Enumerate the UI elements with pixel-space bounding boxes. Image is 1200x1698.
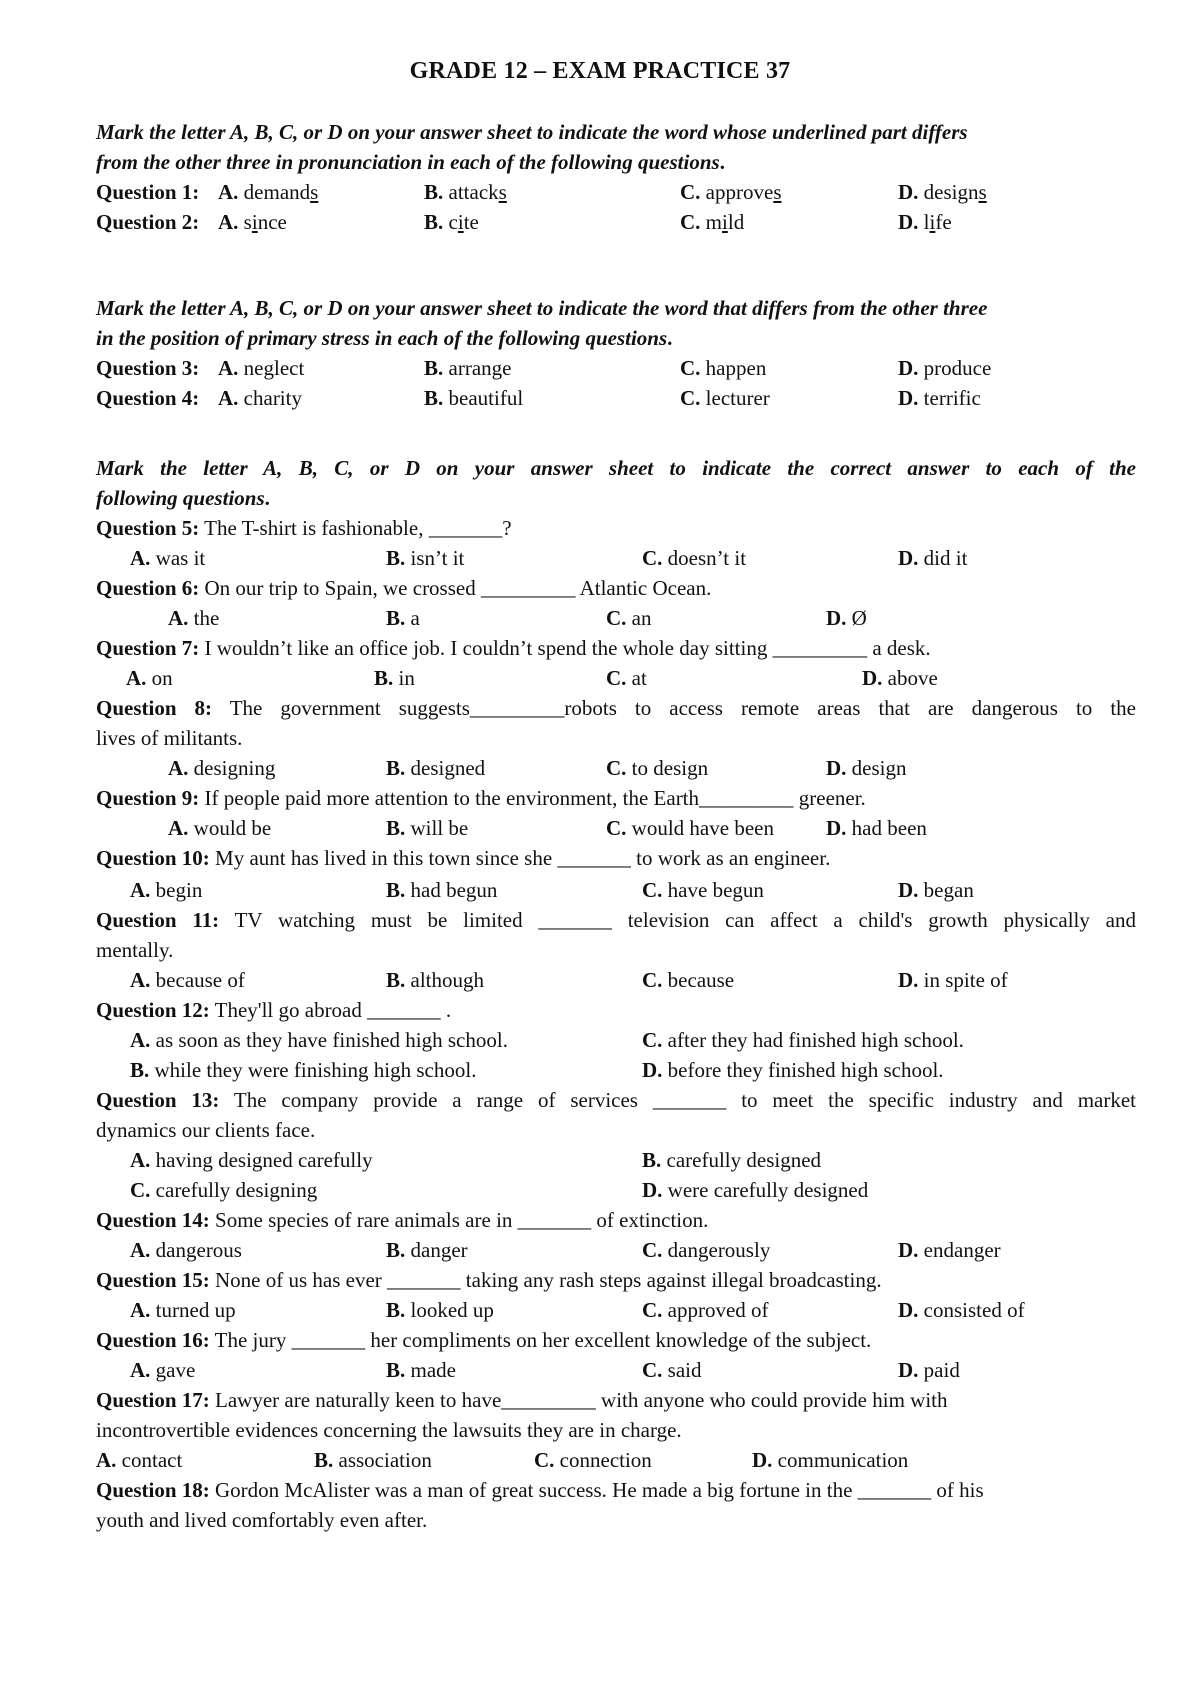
question-label: Question 7:: [96, 636, 200, 660]
question-13-cont: dynamics our clients face.: [96, 1118, 316, 1142]
q12-option-c: C. after they had finished high school.: [642, 1028, 964, 1052]
section2-instruction: [96, 292, 1136, 324]
q14-option-c: C. dangerously: [642, 1238, 771, 1262]
question-18: [96, 1474, 1136, 1506]
q1-option-a: A. demands: [218, 180, 319, 204]
question-label: Question 8:: [96, 696, 213, 720]
q7-option-d: D. above: [862, 666, 938, 690]
question-18-cont: youth and lived comfortably even after.: [96, 1508, 428, 1532]
question-stem: Some species of rare animals are in _______ of extinction.: [215, 1208, 709, 1232]
q3-option-a: A. neglect: [218, 356, 305, 380]
section1-instruction-line1: Mark the letter A, B, C, or D on your answer sheet to indicate the word whose underlined part differs: [96, 120, 968, 144]
question-13: [96, 1084, 1136, 1116]
q10-option-c: C. have begun: [642, 878, 764, 902]
q4-option-d: D. terrific: [898, 386, 981, 410]
page-title: GRADE 12 – EXAM PRACTICE 37: [409, 58, 791, 84]
question-label: Question 4:: [96, 386, 200, 410]
q17-option-b: B. association: [314, 1448, 432, 1472]
q14-option-a: A. dangerous: [130, 1238, 242, 1262]
question-9: [96, 782, 1136, 814]
q5-option-a: A. was it: [130, 546, 206, 570]
q2-option-a: A. since: [218, 210, 287, 234]
q13-option-a: A. having designed carefully: [130, 1148, 373, 1172]
q13-option-b: B. carefully designed: [642, 1148, 822, 1172]
q7-option-b: B. in: [374, 666, 415, 690]
question-label: Question 17:: [96, 1388, 210, 1412]
q11-option-b: B. although: [386, 968, 485, 992]
question-8: Question 8: The government suggests_________robots to access remote areas that are dangerous to the: [96, 696, 1136, 720]
q12-option-a: A. as soon as they have finished high school.: [130, 1028, 508, 1052]
q1-option-b: B. attacks: [424, 180, 507, 204]
q10-option-a: A. begin: [130, 878, 203, 902]
section1-instruction-line2: from the other three in pronunciation in each of the following questions: [96, 150, 720, 174]
question-6: [96, 572, 1136, 604]
q9-option-a: A. would be: [168, 816, 272, 840]
section3-instruction-cont: following questions.: [96, 486, 270, 510]
q17-option-c: C. connection: [534, 1448, 652, 1472]
q4-option-b: B. beautiful: [424, 386, 524, 410]
section3-instruction-line1: Mark the letter A, B, C, or D on your answer sheet to indicate the correct answer to each of the: [96, 456, 1136, 480]
question-stem: Gordon McAlister was a man of great success. He made a big fortune in the _______ of his: [215, 1478, 984, 1502]
q4-option-c: C. lecturer: [680, 386, 770, 410]
q3-option-c: C. happen: [680, 356, 767, 380]
question-stem: My aunt has lived in this town since she _______ to work as an engineer.: [215, 846, 831, 870]
q2-option-b: B. cite: [424, 210, 479, 234]
question-label: Question 1:: [96, 180, 200, 204]
q8-option-a: A. designing: [168, 756, 276, 780]
q6-option-a: A. the: [168, 606, 220, 630]
q14-option-d: D. endanger: [898, 1238, 1001, 1262]
question-label: Question 5:: [96, 516, 200, 540]
q2-option-c: C. mild: [680, 210, 745, 234]
section2-instruction-line1: Mark the letter A, B, C, or D on your answer sheet to indicate the word that differs from the other three: [96, 296, 988, 320]
section3-instruction: [96, 452, 1136, 484]
q10-option-d: D. began: [898, 878, 974, 902]
question-17: [96, 1384, 1136, 1416]
question-label: Question 6:: [96, 576, 200, 600]
question-stem: The company provide a range of services _______ to meet the specific industry and market: [233, 1088, 1136, 1112]
question-stem: The T-shirt is fashionable, _______?: [204, 516, 512, 540]
question-17-cont: incontrovertible evidences concerning the lawsuits they are in charge.: [96, 1418, 682, 1442]
q4-option-a: A. charity: [218, 386, 302, 410]
q6-option-c: C. an: [606, 606, 652, 630]
question-stem: If people paid more attention to the environment, the Earth_________ greener.: [204, 786, 866, 810]
question-label: Question 9:: [96, 786, 200, 810]
q15-option-c: C. approved of: [642, 1298, 769, 1322]
q3-option-d: D. produce: [898, 356, 992, 380]
q1-option-d: D. designs: [898, 180, 987, 204]
question-stem: Lawyer are naturally keen to have_________ with anyone who could provide him with: [215, 1388, 948, 1412]
q15-option-a: A. turned up: [130, 1298, 236, 1322]
question-11: [96, 904, 1136, 936]
question-15: [96, 1264, 1136, 1296]
question-stem: They'll go abroad _______ .: [214, 998, 452, 1022]
q6-option-b: B. a: [386, 606, 420, 630]
q14-option-b: B. danger: [386, 1238, 468, 1262]
q12-option-d: D. before they finished high school.: [642, 1058, 944, 1082]
question-label: Question 2:: [96, 210, 200, 234]
q8-option-c: C. to design: [606, 756, 709, 780]
question-7: [96, 632, 1136, 664]
question-label: Question 12:: [96, 998, 210, 1022]
q16-option-d: D. paid: [898, 1358, 960, 1382]
question-label: Question 11:: [96, 908, 220, 932]
q13-option-d: D. were carefully designed: [642, 1178, 869, 1202]
question-5: [96, 512, 1136, 544]
q12-option-b: B. while they were finishing high school.: [130, 1058, 477, 1082]
q9-option-b: B. will be: [386, 816, 469, 840]
section2-instruction-line2: in the position of primary stress in each of the following questions: [96, 326, 668, 350]
q11-option-a: A. because of: [130, 968, 245, 992]
q9-option-c: C. would have been: [606, 816, 774, 840]
q8-option-d: D. design: [826, 756, 907, 780]
question-label: Question 13:: [96, 1088, 220, 1112]
q17-option-d: D. communication: [752, 1448, 909, 1472]
question-11-cont: mentally.: [96, 938, 174, 962]
question-label: Question 3:: [96, 356, 200, 380]
q2-option-d: D. life: [898, 210, 952, 234]
question-12: [96, 994, 1136, 1026]
q15-option-b: B. looked up: [386, 1298, 494, 1322]
q17-option-a: A. contact: [96, 1448, 183, 1472]
question-stem: On our trip to Spain, we crossed _________ Atlantic Ocean.: [204, 576, 712, 600]
question-stem: The government suggests: [229, 696, 470, 720]
q16-option-a: A. gave: [130, 1358, 196, 1382]
q11-option-d: D. in spite of: [898, 968, 1008, 992]
question-stem: TV watching must be limited _______ television can affect a child's growth physically and: [234, 908, 1136, 932]
question-label: Question 14:: [96, 1208, 210, 1232]
question-stem: I wouldn’t like an office job. I couldn’t spend the whole day sitting _________ a desk.: [204, 636, 931, 660]
question-label: Question 10:: [96, 846, 210, 870]
question-14: [96, 1204, 1136, 1236]
q5-option-b: B. isn’t it: [386, 546, 465, 570]
question-label: Question 15:: [96, 1268, 210, 1292]
q15-option-d: D. consisted of: [898, 1298, 1025, 1322]
question-10: [96, 842, 1136, 874]
section1-instruction-cont: from the other three in pronunciation in each of the following questions.: [96, 150, 725, 174]
q3-option-b: B. arrange: [424, 356, 512, 380]
q10-option-b: B. had begun: [386, 878, 498, 902]
q8-option-b: B. designed: [386, 756, 486, 780]
section2-instruction-cont: in the position of primary stress in each of the following questions.: [96, 326, 673, 350]
q7-option-c: C. at: [606, 666, 647, 690]
question-stem: The jury _______ her compliments on her excellent knowledge of the subject.: [214, 1328, 872, 1352]
question-label: Question 16:: [96, 1328, 210, 1352]
q5-option-c: C. doesn’t it: [642, 546, 747, 570]
q16-option-c: C. said: [642, 1358, 702, 1382]
question-8-cont: lives of militants.: [96, 726, 243, 750]
question-16: [96, 1324, 1136, 1356]
q16-option-b: B. made: [386, 1358, 456, 1382]
q11-option-c: C. because: [642, 968, 735, 992]
q9-option-d: D. had been: [826, 816, 927, 840]
section3-instruction-line2: following questions: [96, 486, 265, 510]
q6-option-d: D. Ø: [826, 606, 867, 630]
question-stem: None of us has ever _______ taking any rash steps against illegal broadcasting.: [215, 1268, 882, 1292]
question-label: Question 18:: [96, 1478, 210, 1502]
q7-option-a: A. on: [126, 666, 173, 690]
q5-option-d: D. did it: [898, 546, 968, 570]
section1-instruction: [96, 116, 1136, 148]
q13-option-c: C. carefully designing: [130, 1178, 318, 1202]
q1-option-c: C. approves: [680, 180, 782, 204]
